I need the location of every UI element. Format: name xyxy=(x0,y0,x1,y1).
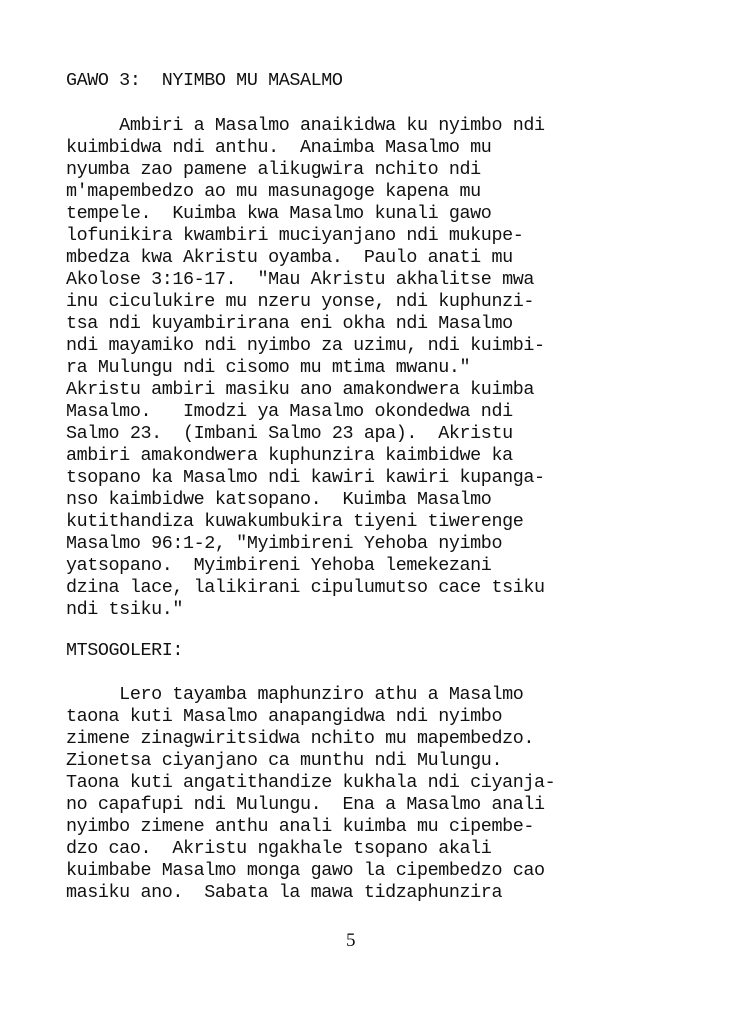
chapter-heading: GAWO 3: NYIMBO MU MASALMO xyxy=(66,70,343,91)
text-line: ra Mulungu ndi cisomo mu mtima mwanu." xyxy=(66,357,471,378)
text-line: kuimbabe Masalmo monga gawo la cipembedzo cao xyxy=(66,860,545,881)
text-line: inu ciculukire mu nzeru yonse, ndi kuphunzi- xyxy=(66,291,534,312)
text-line: dzo cao. Akristu ngakhale tsopano akali xyxy=(66,838,492,859)
text-line: tempele. Kuimba kwa Masalmo kunali gawo xyxy=(66,203,492,224)
text-line: Akolose 3:16-17. "Mau Akristu akhalitse mwa xyxy=(66,269,534,290)
text-line: kutithandiza kuwakumbukira tiyeni tiwerenge xyxy=(66,511,524,532)
page-number: 5 xyxy=(346,930,356,951)
text-line: kuimbidwa ndi anthu. Anaimba Masalmo mu xyxy=(66,137,492,158)
text-line: ndi mayamiko ndi nyimbo za uzimu, ndi kuimbi- xyxy=(66,335,545,356)
paragraph-intro xyxy=(66,115,545,621)
text-line: no capafupi ndi Mulungu. Ena a Masalmo anali xyxy=(66,794,545,815)
text-line: Ambiri a Masalmo anaikidwa ku nyimbo ndi xyxy=(66,115,545,136)
text-line: lofunikira kwambiri muciyanjano ndi mukupe- xyxy=(66,225,524,246)
text-line: ambiri amakondwera kuphunzira kaimbidwe ka xyxy=(66,445,513,466)
text-line: tsa ndi kuyambirirana eni okha ndi Masalmo xyxy=(66,313,513,334)
paragraph-leader xyxy=(66,684,555,904)
text-line: Salmo 23. (Imbani Salmo 23 apa). Akristu xyxy=(66,423,513,444)
text-line: ndi tsiku." xyxy=(66,599,183,620)
text-line: tsopano ka Masalmo ndi kawiri kawiri kupanga- xyxy=(66,467,545,488)
text-line: masiku ano. Sabata la mawa tidzaphunzira xyxy=(66,882,503,903)
text-line: Zionetsa ciyanjano ca munthu ndi Mulungu. xyxy=(66,750,503,771)
text-line: Akristu ambiri masiku ano amakondwera kuimba xyxy=(66,379,534,400)
text-line: m'mapembedzo ao mu masunagoge kapena mu xyxy=(66,181,481,202)
text-line: nso kaimbidwe katsopano. Kuimba Masalmo xyxy=(66,489,492,510)
text-line: Taona kuti angatithandize kukhala ndi ciyanja- xyxy=(66,772,556,793)
text-line: Masalmo. Imodzi ya Masalmo okondedwa ndi xyxy=(66,401,513,422)
text-line: taona kuti Masalmo anapangidwa ndi nyimbo xyxy=(66,706,503,727)
text-line: nyimbo zimene anthu anali kuimba mu cipembe- xyxy=(66,816,534,837)
text-line: mbedza kwa Akristu oyamba. Paulo anati mu xyxy=(66,247,513,268)
section-title: MTSOGOLERI: xyxy=(66,640,183,661)
text-line: zimene zinagwiritsidwa nchito mu mapembedzo. xyxy=(66,728,534,749)
text-line: Lero tayamba maphunziro athu a Masalmo xyxy=(66,684,524,705)
text-line: yatsopano. Myimbireni Yehoba lemekezani xyxy=(66,555,492,576)
text-line: Masalmo 96:1-2, "Myimbireni Yehoba nyimbo xyxy=(66,533,503,554)
text-line: nyumba zao pamene alikugwira nchito ndi xyxy=(66,159,481,180)
text-line: dzina lace, lalikirani cipulumutso cace tsiku xyxy=(66,577,545,598)
